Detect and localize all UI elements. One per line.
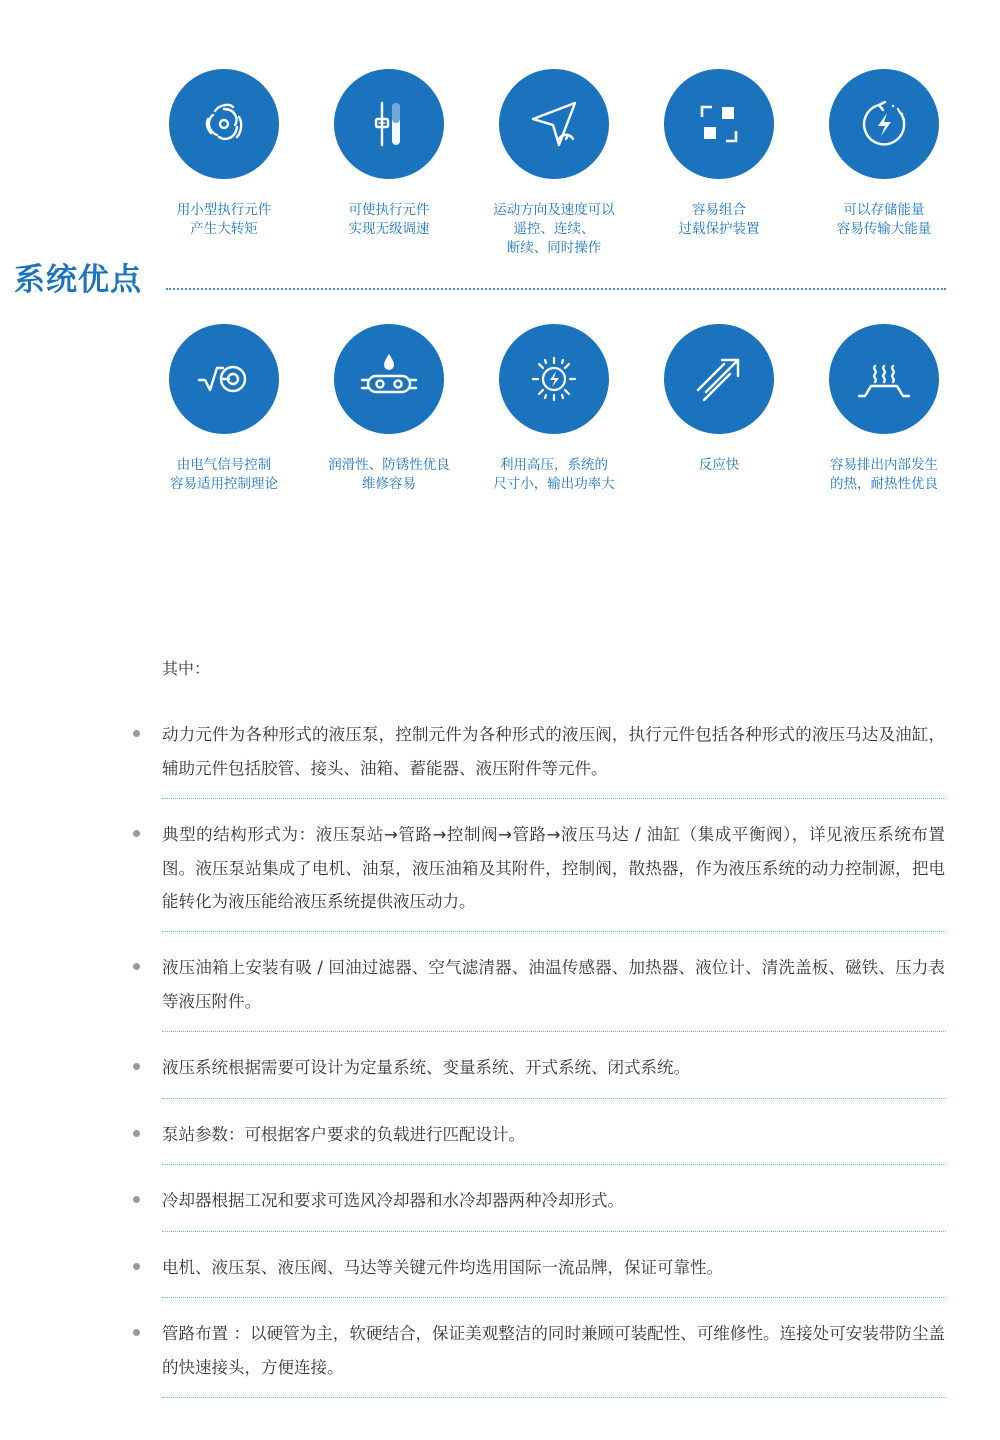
- bullet-dot-icon: [133, 730, 140, 737]
- feature-caption: 润滑性、防锈性优良 维修容易: [328, 457, 450, 492]
- feature-item: [799, 69, 969, 239]
- list-item-text: 电机、液压泵、液压阀、马达等关键元件均选用国际一流品牌，保证可靠性。: [162, 1258, 723, 1277]
- feature-caption: 可使执行元件 实现无级调速: [348, 202, 430, 237]
- list-item-text: 泵站参数：可根据客户要求的负载进行匹配设计。: [162, 1125, 525, 1144]
- divider: [162, 1098, 946, 1099]
- divider: [162, 1031, 946, 1032]
- high-pressure-sun-icon: [499, 324, 609, 434]
- bullet-dot-icon: [133, 1063, 140, 1070]
- feature-item: [799, 324, 969, 494]
- feature-item: [469, 69, 639, 258]
- lubricated-chain-icon: [334, 324, 444, 434]
- feature-caption: 用小型执行元件 产生大转矩: [176, 202, 272, 237]
- feature-item: [139, 324, 309, 494]
- bullet-dot-icon: [133, 1196, 140, 1203]
- feature-caption: 可以存储能量 容易传输大能量: [836, 202, 932, 237]
- energy-storage-icon: [829, 69, 939, 179]
- list-item-text: 典型的结构形式为：液压泵站→管路→控制阀→管路→液压马达 / 油缸（集成平衡阀），详见液压系统布置图。液压泵站集成了电机、油泵，液压油箱及其附件，控制阀，散热器，作为液压系统的动力控制源，把电能转化为液压能给液压系统提供液压动力。: [162, 825, 945, 911]
- feature-item: [469, 324, 639, 494]
- divider: [162, 1231, 946, 1232]
- feature-item: [304, 69, 474, 239]
- bullet-dot-icon: [133, 963, 140, 970]
- bullet-dot-icon: [133, 1130, 140, 1137]
- feature-item: [634, 324, 804, 475]
- list-item-text: 液压油箱上安装有吸 / 回油过滤器、空气滤清器、油温传感器、加热器、液位计、清洗盖板、磁铁、压力表等液压附件。: [162, 958, 945, 1011]
- feature-caption: 运动方向及速度可以 遥控、连续、 断续、同时操作: [493, 202, 615, 256]
- stepless-slider-icon: [334, 69, 444, 179]
- feature-item: [304, 324, 474, 494]
- list-item-text: 管路布置 ：以硬管为主，软硬结合，保证美观整洁的同时兼顾可装配性、可维修性。连接处可安装带防尘盖的快速接头，方便连接。: [162, 1324, 945, 1377]
- feature-caption: 反应快: [698, 457, 740, 473]
- intro-text: 其中：: [162, 659, 211, 678]
- divider: [162, 931, 946, 932]
- divider: [162, 798, 946, 799]
- feature-caption: 容易组合 过载保护装置: [678, 202, 760, 237]
- bullet-dot-icon: [133, 830, 140, 837]
- feature-caption: 利用高压，系统的 尺寸小，输出功率大: [493, 457, 615, 492]
- remote-direction-icon: [499, 69, 609, 179]
- divider: [162, 1397, 946, 1398]
- list-item-text: 冷却器根据工况和要求可选风冷却器和水冷却器两种冷却形式。: [162, 1191, 624, 1210]
- feature-caption: 由电气信号控制 容易适用控制理论: [170, 457, 278, 492]
- feature-caption: 容易排出内部发生 的热，耐热性优良: [830, 457, 938, 492]
- section-title: 系统优点: [14, 262, 142, 298]
- fast-response-arrow-icon: [664, 324, 774, 434]
- list-item-text: 液压系统根据需要可设计为定量系统、变量系统、开式系统、闭式系统。: [162, 1058, 690, 1077]
- bullet-dot-icon: [133, 1263, 140, 1270]
- turbine-torque-icon: [169, 69, 279, 179]
- divider: [162, 1164, 946, 1165]
- heat-dissipation-icon: [829, 324, 939, 434]
- list-item-text: 动力元件为各种形式的液压泵，控制元件为各种形式的液压阀，执行元件包括各种形式的液压马达及油缸，辅助元件包括胶管、接头、油箱、蓄能器、液压附件等元件。: [162, 725, 945, 778]
- section-title-rule: [166, 288, 946, 290]
- combination-blocks-icon: [664, 69, 774, 179]
- bullet-dot-icon: [133, 1329, 140, 1336]
- divider: [162, 1297, 946, 1298]
- feature-item: [139, 69, 309, 239]
- feature-item: [634, 69, 804, 239]
- electric-signal-icon: [169, 324, 279, 434]
